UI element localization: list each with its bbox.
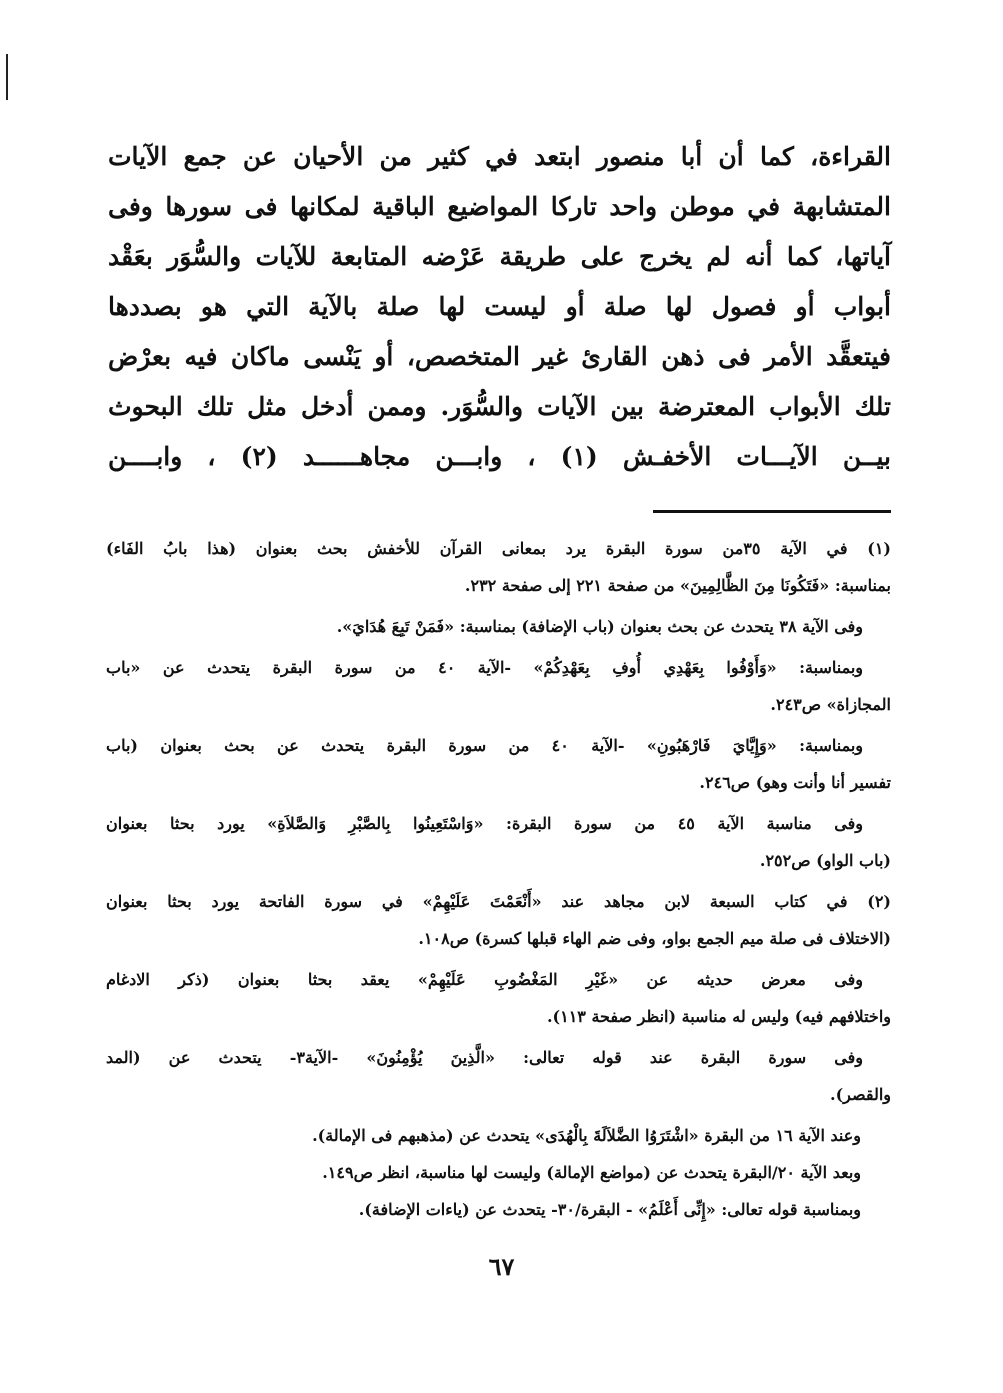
footnote-line: وبمناسبة قوله تعالى: «إِنِّى أَعْلَمُ» - البقرة/٣٠- يتحدث عن (ياءات الإضافة). <box>358 1200 861 1219</box>
footnote-paragraph <box>106 727 891 801</box>
footnote-line: (الاختلاف فى صلة ميم الجمع بواو، وفى ضم الهاء قبلها كسرة) ص١٠٨. <box>418 929 891 948</box>
footnote-line: وفى الآية ٣٨ يتحدث عن بحث بعنوان (باب الإضافة) بمناسبة: «فَمَنْ تَبِعَ هُدَايَ». <box>336 617 863 636</box>
footnote-line: وبمناسبة: «وَإِيَّايَ فَارْهَبُونِ» -الآية ٤٠ من سورة البقرة يتحدث عن بحث بعنوان (باب <box>106 736 863 755</box>
main-text-line: بيــن الآيـــات الأخفـش (١) ، وابـــن مجاهــــــد (٢) ، وابــــن <box>108 442 892 471</box>
footnote-line: وفى مناسبة الآية ٤٥ من سورة البقرة: «وَاسْتَعِينُوا بِالصَّبْرِ وَالصَّلاَةِ» يورد بحثا بعنوان <box>106 814 864 833</box>
main-text-line: فيتعقَّد الأمر فى ذهن القارئ غير المتخصص، أو يَنْسى ماكان فيه بعرْض <box>108 342 891 371</box>
footnote-separator <box>653 510 891 513</box>
footnote-paragraph <box>106 608 891 645</box>
footnote-line: والقصر). <box>830 1085 891 1104</box>
footnote-line: وفى معرض حديثه عن «غَيْرِ المَغْضُوبِ عَلَيْهِمْ» يعقد بحثا بعنوان (ذكر الادغام <box>106 970 863 989</box>
main-text-line: القراءة، كما أن أبا منصور ابتعد في كثير من الأحيان عن جمع الآيات <box>108 142 891 171</box>
footnote-paragraph <box>106 883 891 957</box>
footnote-line: وبعد الآية ٢٠/البقرة يتحدث عن (مواضع الإمالة) وليست لها مناسبة، انظر ص١٤٩. <box>322 1163 861 1182</box>
main-text-line: أبواب أو فصول لها صلة أو ليست لها صلة بالآية التي هو بصددها <box>108 292 891 321</box>
footnote-line: وبمناسبة: «وَأَوْفُوا بِعَهْدِي أُوفِ بِعَهْدِكُمْ» -الآية ٤٠ من سورة البقرة يتحدث عن «باب <box>106 658 864 677</box>
footnote-line: واختلافهم فيه) وليس له مناسبة (انظر صفحة ١١٣). <box>546 1007 891 1026</box>
footnote-paragraph <box>106 805 891 879</box>
main-text-line: آياتها، كما أنه لم يخرج على طريقة عَرْضه المتابعة للآيات والسُّوَر بعَقْد <box>108 242 891 271</box>
page-number: ٦٧ <box>488 1252 515 1281</box>
footnote-line: المجازاة» ص٢٤٣. <box>770 695 891 714</box>
main-text-line: تلك الأبواب المعترضة بين الآيات والسُّوَر. وممن أدخل مثل تلك البحوث <box>108 392 891 421</box>
footnote-paragraph <box>106 530 891 604</box>
footnote-paragraph <box>106 961 891 1035</box>
main-text <box>108 132 891 482</box>
footnote-line: (باب الواو) ص٢٥٢. <box>759 851 891 870</box>
footnote-line: (٢) في كتاب السبعة لابن مجاهد عند «أَنْعَمْتَ عَلَيْهِمْ» في سورة الفاتحة يورد بحثا بعنوان <box>106 892 891 911</box>
footnote-line: وفى سورة البقرة عند قوله تعالى: «الَّذِينَ يُؤْمِنُونَ» -الآية٣- يتحدث عن (المد <box>106 1048 863 1067</box>
footnote-paragraph <box>106 1117 891 1228</box>
main-text-line: المتشابهة في موطن واحد تاركا المواضيع الباقية لمكانها فى سورها وفى <box>108 192 891 221</box>
scan-edge-mark <box>6 54 8 100</box>
footnotes <box>106 530 891 1232</box>
footnote-line: بمناسبة: «فَتَكُونَا مِنَ الظَّالِمِينَ» من صفحة ٢٢١ إلى صفحة ٢٣٢. <box>464 576 891 595</box>
footnote-line: (١) في الآية ٣٥من سورة البقرة يرد بمعانى القرآن للأخفش بحث بعنوان (هذا بابُ الفَاء) <box>106 539 891 558</box>
footnote-line: وعند الآية ١٦ من البقرة «اشْتَرَوُا الضَّلاَلَةَ بِالْهُدَى» يتحدث عن (مذهبهم فى الإمالة). <box>312 1126 861 1145</box>
footnote-paragraph <box>106 649 891 723</box>
footnote-paragraph <box>106 1039 891 1113</box>
footnote-line: تفسير أنا وأنت وهو) ص٢٤٦. <box>699 773 891 792</box>
